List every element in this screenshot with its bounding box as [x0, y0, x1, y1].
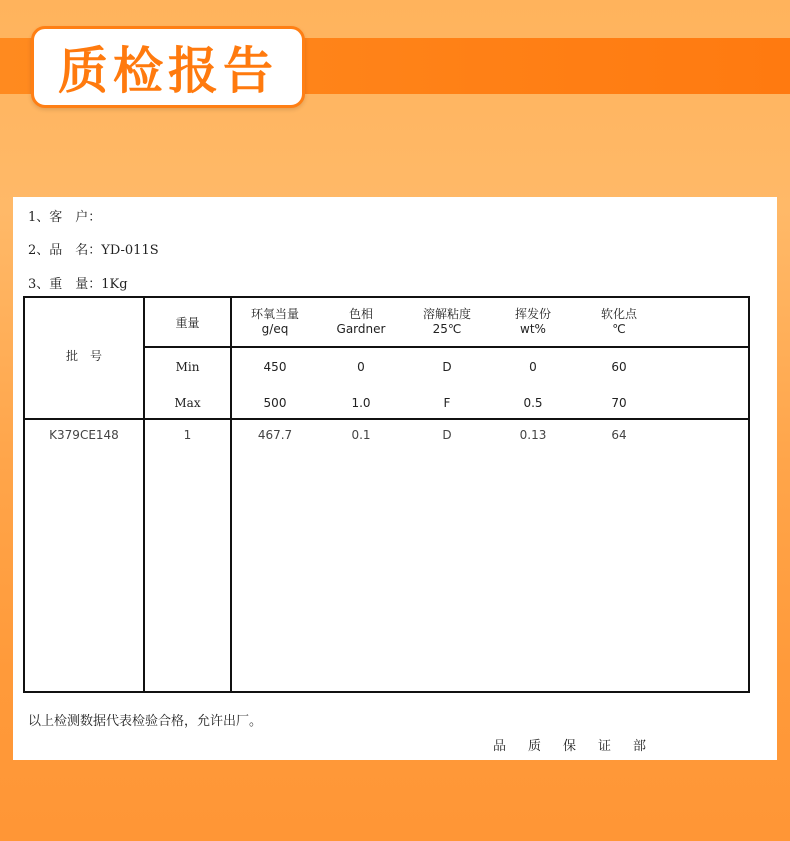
- column-name: 软化点: [600, 307, 637, 321]
- result-value: 64: [611, 428, 627, 442]
- title-badge: [31, 26, 305, 108]
- report-document: [13, 197, 777, 760]
- column-header: [318, 307, 404, 337]
- column-name: 环氧当量: [250, 307, 299, 321]
- table-divider: [143, 298, 145, 691]
- spec-min-label: Min: [175, 360, 200, 374]
- spec-max-value: 0.5: [523, 396, 543, 410]
- column-name: 色相: [348, 307, 373, 321]
- result-value: 0.1: [351, 428, 371, 442]
- column-unit: wt%: [520, 322, 546, 336]
- result-value: 0.13: [519, 428, 547, 442]
- spec-max-value: 1.0: [351, 396, 371, 410]
- table-divider: [25, 418, 748, 420]
- weight-line: 3、重 量：1Kg: [28, 277, 128, 292]
- spec-min-value: 0: [529, 360, 537, 374]
- spec-min-value: 60: [611, 360, 627, 374]
- column-header: [490, 307, 576, 337]
- result-weight: 1: [183, 428, 192, 442]
- customer-line: 1、客 户：: [28, 210, 102, 225]
- product-line: 2、品 名：YD-011S: [28, 243, 159, 258]
- column-name: 挥发份: [514, 307, 551, 321]
- column-unit: ℃: [612, 322, 626, 336]
- column-header: [232, 307, 318, 337]
- conclusion-note: 以上检测数据代表检验合格，允许出厂。: [28, 714, 263, 729]
- column-unit: Gardner: [336, 322, 386, 336]
- spec-min-value: 450: [263, 360, 287, 374]
- spec-max-value: 70: [611, 396, 627, 410]
- spec-min-value: D: [442, 360, 452, 374]
- column-unit: g/eq: [261, 322, 289, 336]
- column-header: [404, 307, 490, 337]
- result-value: D: [442, 428, 452, 442]
- spec-min-value: 0: [357, 360, 365, 374]
- spec-max-value: 500: [263, 396, 287, 410]
- column-header: [576, 307, 662, 337]
- spec-max-label: Max: [174, 396, 201, 410]
- result-batch: K379CE148: [49, 428, 119, 442]
- spec-max-value: F: [443, 396, 451, 410]
- result-value: 467.7: [257, 428, 293, 442]
- batch-header: 批 号: [65, 349, 102, 363]
- page-title: 质检报告: [58, 42, 278, 100]
- column-unit: 25℃: [432, 322, 462, 336]
- quality-table: [23, 296, 750, 693]
- table-divider: [230, 298, 232, 691]
- column-name: 溶解粘度: [422, 307, 471, 321]
- department-signature: 品质保证部: [493, 739, 669, 754]
- weight-header: 重量: [175, 316, 200, 330]
- table-divider: [143, 346, 748, 348]
